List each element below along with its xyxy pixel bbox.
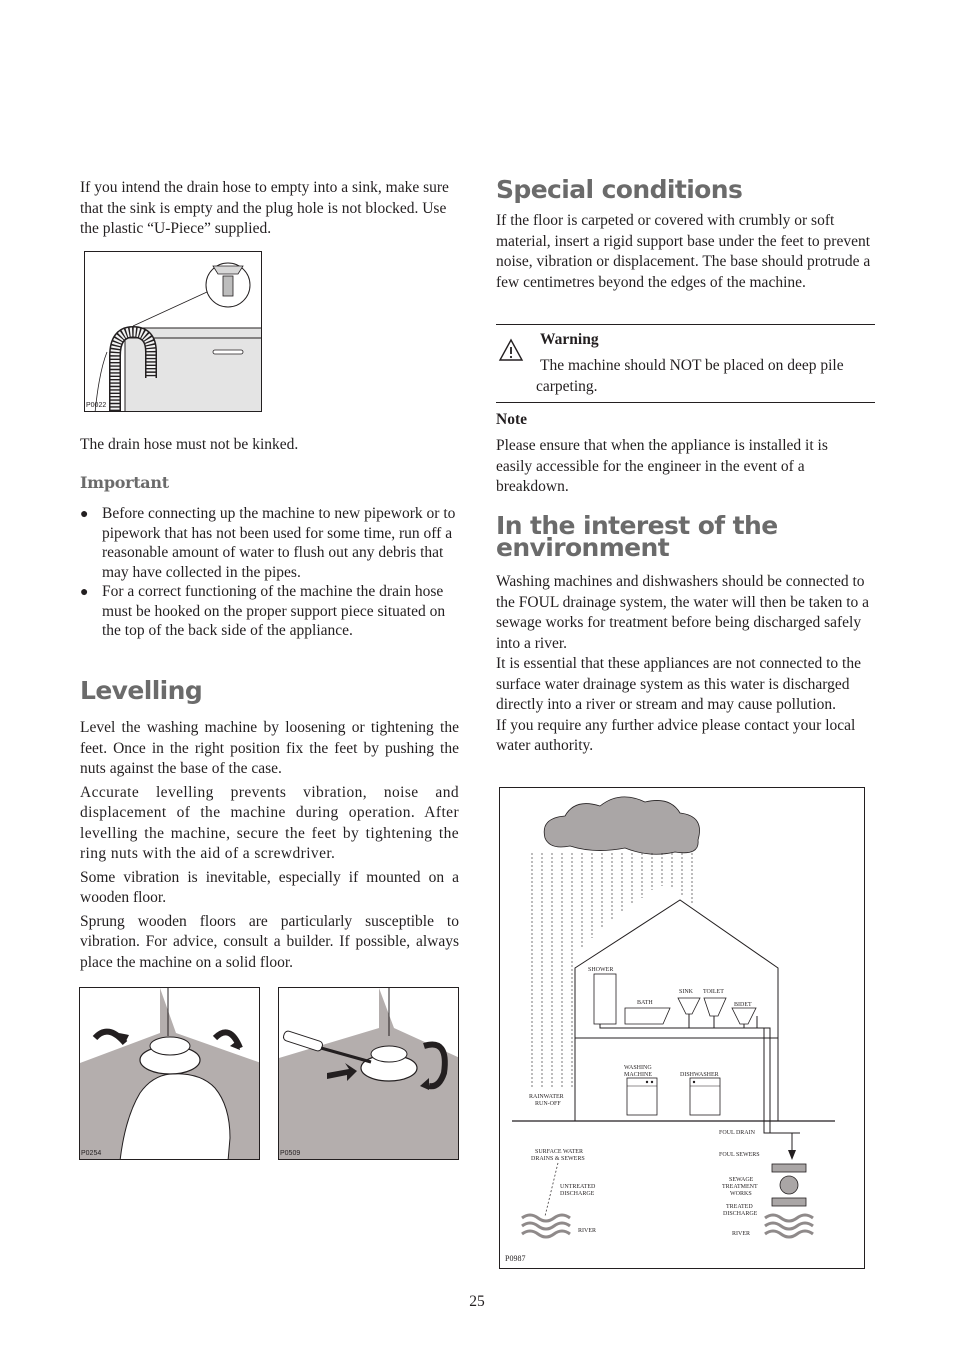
environment-paragraph: It is essential that these appliances are not connected to the surface water drainage system as this water is discharged directly into a river or stream and may cause pollution. bbox=[496, 655, 861, 713]
kink-note: The drain hose must not be kinked. bbox=[80, 436, 299, 453]
label-river-left: RIVER bbox=[578, 1228, 596, 1234]
page-number: 25 bbox=[469, 1293, 485, 1310]
important-list bbox=[80, 504, 460, 641]
label-foul-drain: FOUL DRAIN bbox=[719, 1130, 755, 1136]
list-item: ● For a correct functioning of the machine the drain hose must be hooked on the proper support piece situated on the top of the back side of the appliance. bbox=[80, 583, 446, 639]
label-treatment: TREATMENT bbox=[722, 1184, 758, 1190]
label-treated-discharge: DISCHARGE bbox=[723, 1211, 758, 1217]
label-dishwasher: DISHWASHER bbox=[680, 1072, 719, 1078]
levelling-paragraph: Some vibration is inevitable, especially if mounted on a wooden floor. bbox=[80, 868, 459, 906]
label-shower: SHOWER bbox=[588, 967, 614, 973]
environment-body bbox=[496, 572, 876, 757]
label-surface-water: SURFACE WATER bbox=[535, 1149, 583, 1155]
label-toilet: TOILET bbox=[703, 989, 724, 995]
environment-heading: In the interest of the environment bbox=[496, 511, 778, 562]
environment-paragraph: If you require any further advice please contact your local water authority. bbox=[496, 716, 856, 754]
bullet-icon: ● bbox=[80, 585, 89, 600]
levelling-screwdriver-illustration bbox=[278, 987, 459, 1160]
warning-box bbox=[496, 324, 875, 403]
note-title: Note bbox=[496, 411, 527, 428]
label-rainwater: RAINWATER bbox=[529, 1094, 564, 1100]
label-sink: SINK bbox=[679, 989, 694, 995]
cloud-icon bbox=[544, 797, 699, 854]
levelling-paragraph: Sprung wooden floors are particularly susceptible to vibration. For advice, consult a builder. If possible, always place the machine on a solid floor. bbox=[80, 912, 459, 971]
important-heading: Important bbox=[80, 473, 169, 492]
warning-text: The machine should NOT be placed on deep pile carpeting. bbox=[536, 357, 844, 395]
levelling-heading: Levelling bbox=[80, 676, 203, 705]
label-discharge: DISCHARGE bbox=[560, 1191, 595, 1197]
note-text: Please ensure that when the appliance is installed it is easily accessible for the engineer in the event of a breakdown. bbox=[496, 437, 828, 495]
levelling-paragraph: Level the washing machine by loosening or tightening the feet. Once in the right position fix the feet by pushing the nuts against the base of the case. bbox=[80, 719, 459, 777]
label-runoff: RUN-OFF bbox=[535, 1101, 561, 1107]
label-drains-sewers: DRAINS & SEWERS bbox=[531, 1156, 585, 1162]
drainage-diagram-svg bbox=[500, 788, 863, 1267]
label-works: WORKS bbox=[730, 1191, 752, 1197]
figure-code: P0022 bbox=[86, 402, 107, 409]
levelling-paragraph: Accurate levelling prevents vibration, noise and displacement of the machine during operation. After levelling the machine, secure the feet by tightening the ring nuts with the aid of a screwdriver. bbox=[80, 783, 459, 862]
label-bath: BATH bbox=[637, 1000, 653, 1006]
levelling-hand-illustration bbox=[79, 987, 260, 1160]
levelling-body bbox=[80, 718, 459, 973]
warning-triangle-icon bbox=[498, 338, 524, 362]
figure-code: P0254 bbox=[81, 1150, 102, 1157]
label-bidet: BIDET bbox=[734, 1002, 752, 1008]
environment-paragraph: Washing machines and dishwashers should be connected to the FOUL drainage system, the water will then be taken to a sewage works for treatment before being discharged safely into a river. bbox=[496, 573, 870, 652]
special-conditions-text: If the floor is carpeted or covered with crumbly or soft material, insert a rigid support base under the feet to prevent noise, vibration or displacement. The base should protrude a few centimetres beyond the edges of the machine. bbox=[496, 212, 871, 291]
list-item: ● Before connecting up the machine to new pipework or to pipework that has not been used for some time, run off a reasonable amount of water to flush out any debris that may have collected in the pipes. bbox=[80, 505, 456, 581]
label-treated: TREATED bbox=[726, 1204, 753, 1210]
label-foul-sewers: FOUL SEWERS bbox=[719, 1152, 760, 1158]
drainage-diagram bbox=[499, 787, 865, 1269]
figure-code: P0509 bbox=[280, 1150, 301, 1157]
sink-intro-text: If you intend the drain hose to empty into a sink, make sure that the sink is empty and the plug hole is not blocked. Use the plastic “U-Piece” supplied. bbox=[80, 179, 449, 237]
label-machine: MACHINE bbox=[624, 1072, 652, 1078]
warning-title: Warning bbox=[540, 331, 599, 348]
figure-code: P0987 bbox=[505, 1254, 526, 1263]
label-sewage: SEWAGE bbox=[729, 1177, 754, 1183]
sink-hose-illustration bbox=[84, 251, 262, 412]
label-washing: WASHING bbox=[624, 1065, 652, 1071]
label-untreated: UNTREATED bbox=[560, 1184, 596, 1190]
special-conditions-heading: Special conditions bbox=[496, 175, 743, 204]
bullet-icon: ● bbox=[80, 507, 89, 522]
label-river-right: RIVER bbox=[732, 1231, 750, 1237]
